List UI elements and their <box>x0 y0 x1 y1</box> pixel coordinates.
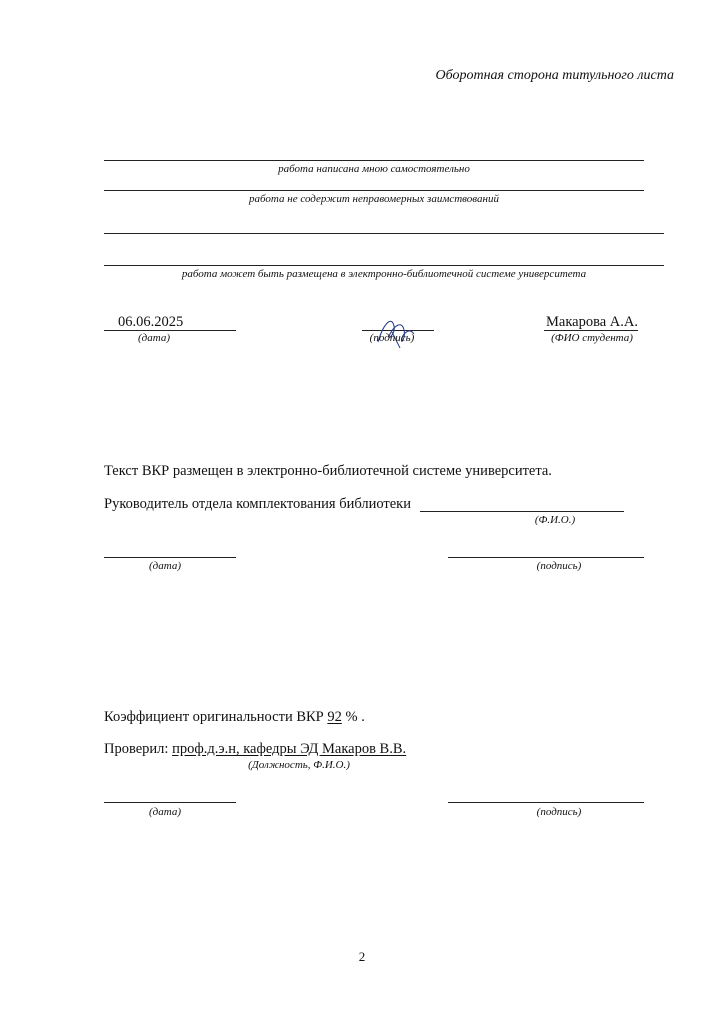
checker-signature-line <box>448 802 644 803</box>
student-name-caption: (ФИО студента) <box>551 332 633 344</box>
declaration-caption-2: работа не содержит неправомерных заимствований <box>249 193 499 205</box>
library-fio-line <box>420 511 624 512</box>
originality-value: 92 <box>327 709 342 725</box>
declaration-line-4 <box>104 265 664 266</box>
student-date-caption: (дата) <box>138 332 170 344</box>
library-date-line <box>104 557 236 558</box>
declaration-line-2 <box>104 190 644 191</box>
checker-date-caption: (дата) <box>149 806 181 818</box>
page-header-note: Оборотная сторона титульного листа <box>435 68 674 83</box>
declaration-line-1 <box>104 160 644 161</box>
library-signature-line <box>448 557 644 558</box>
declaration-caption-4: работа может быть размещена в электронно-библиотечной системе университета <box>181 268 587 280</box>
checker-value: проф.д.э.н, кафедры ЭД Макаров В.В. <box>172 741 407 757</box>
checker-caption: (Должность, Ф.И.О.) <box>248 759 350 771</box>
student-signature-caption: (подпись) <box>369 332 415 344</box>
checker-row <box>104 741 406 758</box>
originality-label: Коэффициент оригинальности ВКР <box>104 709 324 725</box>
library-fio-caption: (Ф.И.О.) <box>534 514 576 526</box>
originality-row <box>104 709 365 726</box>
declaration-line-3 <box>104 233 664 234</box>
student-date-line <box>104 330 236 331</box>
student-name-line <box>544 330 638 331</box>
page-number: 2 <box>358 949 366 964</box>
library-date-caption: (дата) <box>149 560 181 572</box>
student-name-value: Макарова А.А. <box>546 314 638 330</box>
library-head-label: Руководитель отдела комплектования библиотеки <box>104 496 411 512</box>
checker-date-line <box>104 802 236 803</box>
declaration-caption-1: работа написана мною самостоятельно <box>278 163 470 175</box>
originality-unit: % . <box>345 709 365 725</box>
checker-label: Проверил: <box>104 741 169 757</box>
library-placed-text: Текст ВКР размещен в электронно-библиотечной системе университета. <box>104 463 552 479</box>
student-date-value: 06.06.2025 <box>118 314 184 330</box>
library-signature-caption: (подпись) <box>536 560 582 572</box>
checker-signature-caption: (подпись) <box>536 806 582 818</box>
